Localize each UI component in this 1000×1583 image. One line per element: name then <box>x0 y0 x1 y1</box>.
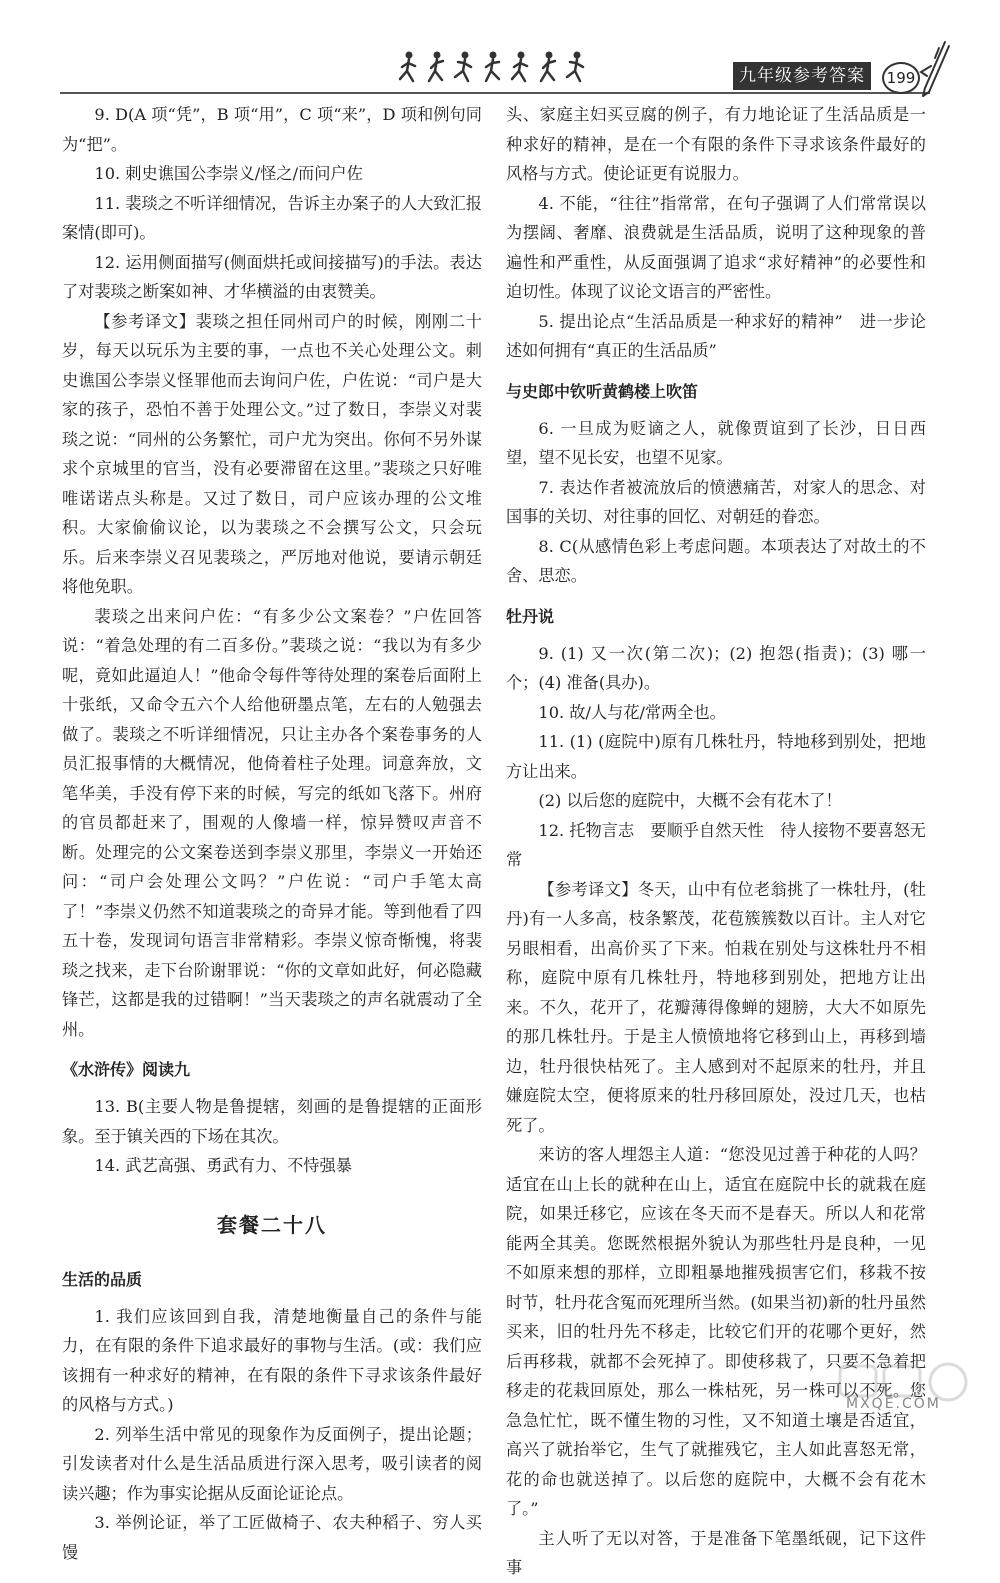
quality-answer-1: 1. 我们应该回到自我，清楚地衡量自己的条件与能力，在有限的条件下追求最好的事物与生活。(或：我们应该拥有一种求好的精神，在有限的条件下寻求该条件最好的风格与方式。) <box>62 1306 482 1414</box>
page-number: 199 <box>882 62 920 94</box>
mudan-translation-3: 主人听了无以对答，于是准备下笔墨纸砚，记下这件事 <box>506 1528 926 1577</box>
mudan-answer-12: 12. 托物言志 要顺乎自然天性 待人接物不要喜怒无常 <box>506 820 926 869</box>
section-title-shuihu: 《水浒传》阅读九 <box>62 1060 191 1079</box>
section-title-mudan: 牡丹说 <box>506 606 555 626</box>
answer-9: 9. D(A 项“凭”，B 项“用”，C 项“来”，D 项和例句同为“把”。 <box>62 105 482 154</box>
header-rule <box>60 92 930 94</box>
translation-para-1: 【参考译文】裴琰之担任同州司户的时候，刚刚二十岁，每天以玩乐为主要的事，一点也不关心处理公文。刺史谯国公李崇义怪罪他而去询问户佐，户佐说：“司户是大家的孩子，恐怕不善于处理公文。”过了数日，李崇义对裴琰之说：“同州的公务繁忙，司户尤为突出。你何不另外谋求个京城里的官当，没有必要滞留在这里。”裴琰之只好唯唯诺诺点头称是。又过了数日，司户应该办理的公文堆积。大家偷偷议论，以为裴琰之不会撰写公文，只会玩乐。后来李崇义召见裴琰之，严厉地对他说，要请示朝廷将他免职。 <box>62 311 482 596</box>
quality-answer-3-continued: 头、家庭主妇买豆腐的例子，有力地论证了生活品质是一种求好的精神，是在一个有限的条件下寻求该条件最好的风格与方式。使论证更有说服力。 <box>506 105 926 183</box>
section-title-poem: 与史郎中钦听黄鹤楼上吹笛 <box>506 381 699 401</box>
left-column <box>62 100 482 1567</box>
poem-answer-6: 6. 一旦成为贬谪之人，就像贾谊到了长沙，日日西望，望不见长安，也望不见家。 <box>506 418 926 467</box>
pen-icon <box>915 38 955 102</box>
mudan-translation-1: 【参考译文】冬天，山中有位老翁挑了一株牡丹，(牡丹)有一人多高，枝条繁茂，花苞簇簇数以百计。主人对它另眼相看，出高价买了下来。怕栽在别处与这株牡丹不相称，庭院中原有几株牡丹，特地移到别处，把地方让出来。不久，花开了，花瓣薄得像蝉的翅膀，大大不如原先的那几株牡丹。于是主人愤愤地将它移到山上，再移到墙边，牡丹很快枯死了。主人感到对不起原来的牡丹，并且嫌庭院太空，便将原来的牡丹移回原处，没过几天，也枯死了。 <box>506 879 926 1135</box>
mudan-answer-10: 10. 故/人与花/常两全也。 <box>538 702 726 722</box>
quality-answer-5: 5. 提出论点“生活品质是一种求好的精神” 进一步论述如何拥有“真正的生活品质” <box>506 311 926 360</box>
answer-14: 14. 武艺高强、勇武有力、不恃强暴 <box>94 1156 352 1175</box>
quality-answer-2: 2. 列举生活中常见的现象作为反面例子，提出论题；引发读者对什么是生活品质进行深入思考，吸引读者的阅读兴趣；作为事实论据从反面论证论点。 <box>62 1424 482 1503</box>
set-title: 套餐二十八 <box>217 1212 327 1237</box>
mudan-answer-11-2: (2) 以后您的庭院中，大概不会有花木了！ <box>538 791 842 810</box>
mudan-translation-2: 来访的客人埋怨主人道：“您没见过善于种花的人吗？适宜在山上长的就种在山上，适宜在庭院中长的就栽在庭院，如果迁移它，应该在冬天而不是春天。所以人和花常能两全其美。您既然根据外貌认为那些牡丹是良种，一见不如原来想的那样，立即粗暴地摧残损害它们，移栽不按时节，牡丹花含冤而死理所当然。(如果当初)新的牡丹虽然买来，旧的牡丹先不移走，比较它们开的花哪个更好，然后再移栽，就都不会死掉了。即使移栽了，只要不急着把移走的花栽回原处，那么一株枯死，另一株可以不死。您急急忙忙，既不懂生物的习性，又不知道土壤是否适宜，高兴了就抬举它，生气了就摧残它，主人如此喜怒无常，花的命也就送掉了。以后您的庭院中，大概不会有花木了。” <box>506 1145 926 1518</box>
answer-11: 11. 裴琰之不听详细情况，告诉主办案子的人大致汇报案情(即可)。 <box>62 193 482 242</box>
answer-10: 10. 刺史谯国公李崇义/怪之/而问户佐 <box>94 164 363 183</box>
translation-para-2: 裴琰之出来问户佐：“有多少公文案卷？”户佐回答说：“着急处理的有二百多份。”裴琰之说：“我以为有多少呢，竟如此逼迫人！”他命令每件等待处理的案卷后面附上十张纸，又命令五六个人给他研墨点笔，左右的人勉强去做了。裴琰之不听详细情况，只让主办各个案卷事务的人员汇报事情的大概情况，他倚着柱子处理。词意奔放，文笔华美，手没有停下来的时候，写完的纸如飞落下。州府的官员都赶来了，围观的人像墙一样，惊异赞叹声音不断。处理完的公文案卷送到李崇义那里，李崇义一开始还问：“司户会处理公文吗？”户佐说：“司户手笔太高了！”李崇义仍然不知道裴琰之的奇异才能。等到他看了四五十卷，发现词句语言非常精彩。李崇义惊奇惭愧，将裴琰之找来，走下台阶谢罪说：“你的文章如此好，何必隐藏锋芒，这都是我的过错啊！”当天裴琰之的声名就震动了全州。 <box>62 606 482 1039</box>
answer-13: 13. B(主要人物是鲁提辖，刻画的是鲁提辖的正面形象。至于镇关西的下场在其次。 <box>62 1097 482 1146</box>
runners-decoration-icon <box>395 50 595 86</box>
section-title-quality: 生活的品质 <box>62 1269 143 1289</box>
quality-answer-4: 4. 不能，“往往”指常常，在句子强调了人们常常误以为摆阔、奢靡、浪费就是生活品质，说明了这种现象的普遍性和严重性，从反面强调了追求“求好精神”的必要性和迫切性。体现了议论文语言的严密性。 <box>506 193 926 301</box>
page-header <box>0 0 1000 110</box>
quality-answer-3: 3. 举例论证，举了工匠做椅子、农夫种稻子、穷人买馒 <box>62 1513 482 1562</box>
mudan-answer-11-1: 11. (1) (庭院中)原有几株牡丹，特地移到别处，把地方让出来。 <box>506 732 926 781</box>
poem-answer-7: 7. 表达作者被流放后的愤懑痛苦，对家人的思念、对国事的关切、对往事的回忆、对朝廷的眷恋。 <box>506 477 926 526</box>
header-label: 九年级参考答案 <box>733 62 871 90</box>
mudan-answer-9: 9. (1) 又一次(第二次)；(2) 抱怨(指责)；(3) 哪一个；(4) 准备(具办)。 <box>506 643 926 692</box>
watermark-text: MXQE.COM <box>846 1396 941 1412</box>
poem-answer-8: 8. C(从感情色彩上考虑问题。本项表达了对故土的不舍、思恋。 <box>506 536 926 585</box>
answer-12: 12. 运用侧面描写(侧面烘托或间接描写)的手法。表达了对裴琰之断案如神、才华横溢的由衷赞美。 <box>62 252 482 301</box>
